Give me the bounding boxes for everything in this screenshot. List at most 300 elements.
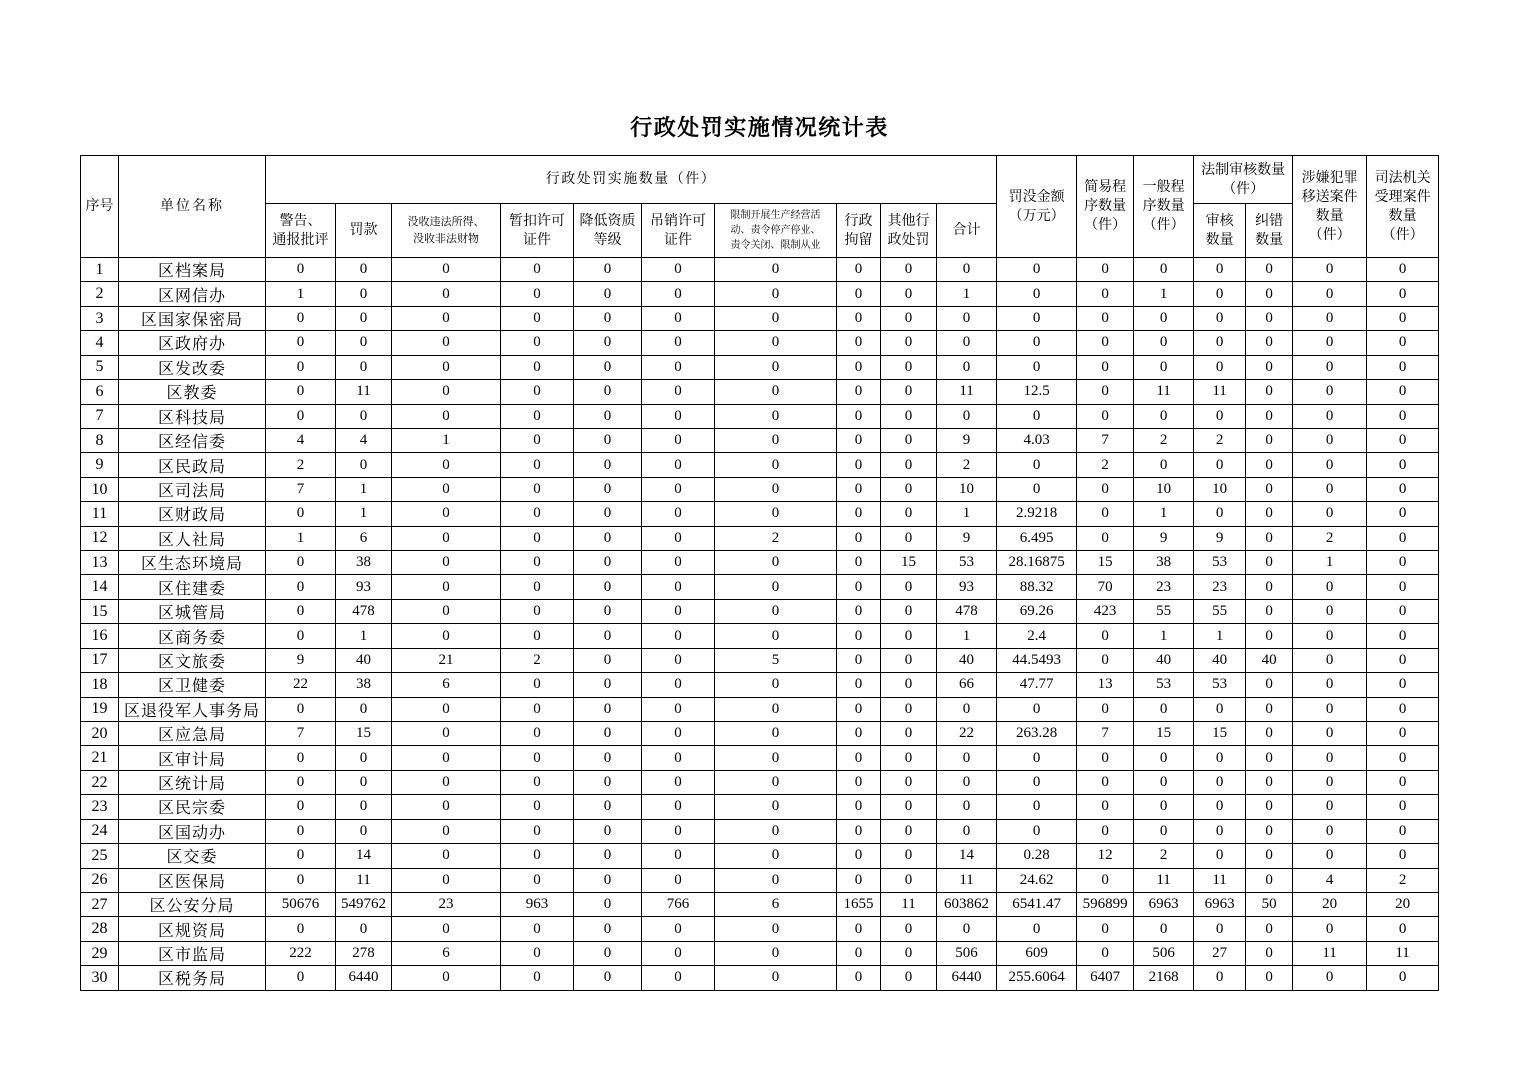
cell-fine-amount: 0 (997, 331, 1077, 355)
header-qualification-downgrade: 降低资质 等级 (574, 204, 642, 258)
cell-warning-criticism: 50676 (266, 892, 336, 916)
cell-seq: 18 (81, 673, 119, 697)
cell-permit-revocation: 0 (642, 282, 715, 306)
cell-qualification-downgrade: 0 (574, 697, 642, 721)
cell-fine: 15 (336, 722, 392, 746)
cell-confiscation: 6 (392, 673, 501, 697)
cell-seq: 28 (81, 917, 119, 941)
cell-qualification-downgrade: 0 (574, 673, 642, 697)
cell-qualification-downgrade: 0 (574, 941, 642, 965)
cell-warning-criticism: 7 (266, 722, 336, 746)
cell-general-procedure: 0 (1134, 258, 1194, 282)
cell-unit-name: 区司法局 (119, 477, 266, 501)
cell-total: 0 (937, 331, 997, 355)
cell-permit-revocation: 0 (642, 770, 715, 794)
cell-seq: 20 (81, 722, 119, 746)
cell-seq: 30 (81, 966, 119, 990)
cell-warning-criticism: 22 (266, 673, 336, 697)
table-row (81, 648, 1439, 672)
cell-fine-amount: 0 (997, 819, 1077, 843)
cell-fine-amount: 0 (997, 795, 1077, 819)
cell-fine-amount: 609 (997, 941, 1077, 965)
cell-business-restriction: 0 (715, 551, 837, 575)
cell-correction-count: 0 (1246, 746, 1293, 770)
cell-confiscation: 0 (392, 258, 501, 282)
cell-warning-criticism: 0 (266, 819, 336, 843)
cell-general-procedure: 11 (1134, 380, 1194, 404)
cell-criminal-transfer: 0 (1293, 673, 1367, 697)
cell-other-penalty: 0 (881, 770, 937, 794)
cell-seq: 26 (81, 868, 119, 892)
cell-seq: 21 (81, 746, 119, 770)
cell-fine: 1 (336, 502, 392, 526)
cell-qualification-downgrade: 0 (574, 746, 642, 770)
cell-criminal-transfer: 0 (1293, 917, 1367, 941)
header-simple-procedure: 简易程 序数量 （件） (1077, 156, 1134, 258)
table-row (81, 428, 1439, 452)
cell-total: 10 (937, 477, 997, 501)
table-row (81, 892, 1439, 916)
cell-other-penalty: 0 (881, 575, 937, 599)
cell-unit-name: 区生态环境局 (119, 551, 266, 575)
cell-fine: 0 (336, 306, 392, 330)
cell-permit-revocation: 0 (642, 746, 715, 770)
cell-correction-count: 0 (1246, 599, 1293, 623)
cell-review-count: 0 (1194, 795, 1246, 819)
cell-judicial-acceptance: 0 (1367, 844, 1439, 868)
table-row (81, 404, 1439, 428)
cell-business-restriction: 0 (715, 917, 837, 941)
cell-unit-name: 区城管局 (119, 599, 266, 623)
cell-permit-suspension: 0 (501, 844, 574, 868)
cell-qualification-downgrade: 0 (574, 624, 642, 648)
cell-fine-amount: 255.6064 (997, 966, 1077, 990)
header-warning-criticism: 警告、 通报批评 (266, 204, 336, 258)
cell-business-restriction: 0 (715, 404, 837, 428)
cell-permit-suspension: 2 (501, 648, 574, 672)
header-business-restriction: 限制开展生产经营活 动、责令停产停业、 责令关闭、限制从业 (715, 204, 837, 258)
cell-warning-criticism: 222 (266, 941, 336, 965)
cell-total: 0 (937, 795, 997, 819)
cell-detention: 0 (837, 746, 881, 770)
cell-other-penalty: 15 (881, 551, 937, 575)
cell-permit-revocation: 0 (642, 697, 715, 721)
cell-simple-procedure: 0 (1077, 917, 1134, 941)
cell-business-restriction: 0 (715, 331, 837, 355)
cell-permit-revocation: 0 (642, 306, 715, 330)
cell-warning-criticism: 0 (266, 355, 336, 379)
table-row (81, 282, 1439, 306)
cell-permit-suspension: 0 (501, 502, 574, 526)
cell-unit-name: 区应急局 (119, 722, 266, 746)
cell-permit-revocation: 0 (642, 819, 715, 843)
cell-unit-name: 区财政局 (119, 502, 266, 526)
cell-detention: 0 (837, 673, 881, 697)
cell-seq: 6 (81, 380, 119, 404)
cell-business-restriction: 0 (715, 844, 837, 868)
cell-simple-procedure: 7 (1077, 428, 1134, 452)
cell-general-procedure: 6963 (1134, 892, 1194, 916)
cell-review-count: 9 (1194, 526, 1246, 550)
cell-confiscation: 0 (392, 966, 501, 990)
cell-total: 1 (937, 502, 997, 526)
table-row (81, 599, 1439, 623)
cell-total: 22 (937, 722, 997, 746)
cell-confiscation: 0 (392, 917, 501, 941)
cell-criminal-transfer: 11 (1293, 941, 1367, 965)
cell-other-penalty: 11 (881, 892, 937, 916)
cell-other-penalty: 0 (881, 258, 937, 282)
cell-business-restriction: 2 (715, 526, 837, 550)
cell-permit-suspension: 0 (501, 404, 574, 428)
cell-general-procedure: 1 (1134, 282, 1194, 306)
cell-fine-amount: 69.26 (997, 599, 1077, 623)
cell-unit-name: 区档案局 (119, 258, 266, 282)
cell-total: 11 (937, 868, 997, 892)
cell-other-penalty: 0 (881, 526, 937, 550)
cell-qualification-downgrade: 0 (574, 770, 642, 794)
cell-simple-procedure: 0 (1077, 282, 1134, 306)
cell-judicial-acceptance: 11 (1367, 941, 1439, 965)
table-row (81, 551, 1439, 575)
cell-qualification-downgrade: 0 (574, 306, 642, 330)
cell-qualification-downgrade: 0 (574, 404, 642, 428)
cell-total: 0 (937, 819, 997, 843)
cell-simple-procedure: 0 (1077, 404, 1134, 428)
cell-unit-name: 区经信委 (119, 428, 266, 452)
cell-other-penalty: 0 (881, 795, 937, 819)
cell-unit-name: 区国动办 (119, 819, 266, 843)
cell-confiscation: 0 (392, 624, 501, 648)
cell-other-penalty: 0 (881, 502, 937, 526)
cell-review-count: 0 (1194, 453, 1246, 477)
cell-fine: 14 (336, 844, 392, 868)
cell-unit-name: 区统计局 (119, 770, 266, 794)
cell-qualification-downgrade: 0 (574, 477, 642, 501)
cell-total: 0 (937, 917, 997, 941)
cell-seq: 11 (81, 502, 119, 526)
cell-confiscation: 0 (392, 770, 501, 794)
cell-other-penalty: 0 (881, 673, 937, 697)
cell-review-count: 0 (1194, 770, 1246, 794)
cell-judicial-acceptance: 0 (1367, 575, 1439, 599)
cell-correction-count: 0 (1246, 306, 1293, 330)
header-row-2 (81, 204, 1439, 258)
cell-general-procedure: 506 (1134, 941, 1194, 965)
cell-unit-name: 区卫健委 (119, 673, 266, 697)
cell-detention: 0 (837, 355, 881, 379)
cell-simple-procedure: 0 (1077, 746, 1134, 770)
header-total: 合计 (937, 204, 997, 258)
cell-qualification-downgrade: 0 (574, 868, 642, 892)
cell-detention: 0 (837, 917, 881, 941)
cell-fine-amount: 2.9218 (997, 502, 1077, 526)
cell-permit-suspension: 0 (501, 941, 574, 965)
cell-criminal-transfer: 0 (1293, 306, 1367, 330)
header-fine: 罚款 (336, 204, 392, 258)
cell-qualification-downgrade: 0 (574, 380, 642, 404)
cell-detention: 0 (837, 624, 881, 648)
cell-other-penalty: 0 (881, 453, 937, 477)
cell-criminal-transfer: 20 (1293, 892, 1367, 916)
cell-criminal-transfer: 0 (1293, 331, 1367, 355)
cell-judicial-acceptance: 0 (1367, 306, 1439, 330)
cell-criminal-transfer: 0 (1293, 599, 1367, 623)
table-row (81, 355, 1439, 379)
cell-seq: 16 (81, 624, 119, 648)
cell-permit-suspension: 0 (501, 868, 574, 892)
cell-judicial-acceptance: 0 (1367, 697, 1439, 721)
cell-detention: 0 (837, 941, 881, 965)
cell-permit-suspension: 0 (501, 673, 574, 697)
cell-fine-amount: 0 (997, 355, 1077, 379)
cell-warning-criticism: 1 (266, 282, 336, 306)
header-seq: 序号 (81, 156, 119, 258)
cell-warning-criticism: 0 (266, 258, 336, 282)
cell-judicial-acceptance: 0 (1367, 966, 1439, 990)
cell-review-count: 0 (1194, 502, 1246, 526)
cell-general-procedure: 55 (1134, 599, 1194, 623)
cell-seq: 25 (81, 844, 119, 868)
cell-judicial-acceptance: 0 (1367, 282, 1439, 306)
cell-total: 66 (937, 673, 997, 697)
cell-qualification-downgrade: 0 (574, 551, 642, 575)
cell-permit-suspension: 0 (501, 551, 574, 575)
cell-general-procedure: 53 (1134, 673, 1194, 697)
cell-permit-revocation: 0 (642, 453, 715, 477)
cell-other-penalty: 0 (881, 355, 937, 379)
cell-qualification-downgrade: 0 (574, 428, 642, 452)
cell-detention: 0 (837, 868, 881, 892)
cell-judicial-acceptance: 2 (1367, 868, 1439, 892)
cell-simple-procedure: 0 (1077, 502, 1134, 526)
header-detention: 行政 拘留 (837, 204, 881, 258)
cell-unit-name: 区国家保密局 (119, 306, 266, 330)
cell-warning-criticism: 0 (266, 502, 336, 526)
cell-criminal-transfer: 0 (1293, 282, 1367, 306)
cell-warning-criticism: 0 (266, 599, 336, 623)
cell-criminal-transfer: 0 (1293, 453, 1367, 477)
cell-qualification-downgrade: 0 (574, 917, 642, 941)
cell-warning-criticism: 2 (266, 453, 336, 477)
cell-unit-name: 区市监局 (119, 941, 266, 965)
table-row (81, 722, 1439, 746)
cell-seq: 22 (81, 770, 119, 794)
table-row (81, 258, 1439, 282)
cell-judicial-acceptance: 20 (1367, 892, 1439, 916)
cell-correction-count: 0 (1246, 575, 1293, 599)
cell-permit-revocation: 0 (642, 868, 715, 892)
cell-warning-criticism: 0 (266, 404, 336, 428)
cell-correction-count: 0 (1246, 844, 1293, 868)
cell-seq: 27 (81, 892, 119, 916)
cell-fine: 0 (336, 282, 392, 306)
cell-general-procedure: 0 (1134, 306, 1194, 330)
cell-other-penalty: 0 (881, 697, 937, 721)
cell-unit-name: 区政府办 (119, 331, 266, 355)
cell-fine: 0 (336, 331, 392, 355)
cell-seq: 10 (81, 477, 119, 501)
cell-confiscation: 0 (392, 722, 501, 746)
cell-other-penalty: 0 (881, 282, 937, 306)
cell-review-count: 0 (1194, 819, 1246, 843)
cell-detention: 0 (837, 551, 881, 575)
cell-business-restriction: 0 (715, 770, 837, 794)
cell-unit-name: 区公安分局 (119, 892, 266, 916)
cell-unit-name: 区规资局 (119, 917, 266, 941)
cell-confiscation: 0 (392, 819, 501, 843)
cell-fine: 4 (336, 428, 392, 452)
cell-qualification-downgrade: 0 (574, 502, 642, 526)
cell-review-count: 0 (1194, 258, 1246, 282)
cell-qualification-downgrade: 0 (574, 599, 642, 623)
cell-detention: 0 (837, 722, 881, 746)
header-permit-suspension: 暂扣许可 证件 (501, 204, 574, 258)
cell-fine: 478 (336, 599, 392, 623)
cell-fine-amount: 0 (997, 258, 1077, 282)
cell-correction-count: 0 (1246, 355, 1293, 379)
cell-other-penalty: 0 (881, 819, 937, 843)
cell-permit-suspension: 0 (501, 380, 574, 404)
cell-simple-procedure: 70 (1077, 575, 1134, 599)
cell-other-penalty: 0 (881, 331, 937, 355)
cell-total: 2 (937, 453, 997, 477)
cell-seq: 5 (81, 355, 119, 379)
cell-unit-name: 区教委 (119, 380, 266, 404)
cell-fine-amount: 0.28 (997, 844, 1077, 868)
cell-warning-criticism: 7 (266, 477, 336, 501)
cell-business-restriction: 5 (715, 648, 837, 672)
header-correction-count: 纠错 数量 (1246, 204, 1293, 258)
cell-correction-count: 0 (1246, 917, 1293, 941)
cell-detention: 0 (837, 966, 881, 990)
cell-general-procedure: 10 (1134, 477, 1194, 501)
cell-judicial-acceptance: 0 (1367, 624, 1439, 648)
cell-criminal-transfer: 0 (1293, 404, 1367, 428)
cell-business-restriction: 0 (715, 795, 837, 819)
cell-fine-amount: 0 (997, 770, 1077, 794)
cell-warning-criticism: 0 (266, 966, 336, 990)
cell-criminal-transfer: 0 (1293, 355, 1367, 379)
cell-other-penalty: 0 (881, 746, 937, 770)
cell-simple-procedure: 0 (1077, 819, 1134, 843)
cell-simple-procedure: 0 (1077, 868, 1134, 892)
cell-total: 93 (937, 575, 997, 599)
cell-business-restriction: 0 (715, 477, 837, 501)
cell-detention: 0 (837, 502, 881, 526)
cell-general-procedure: 1 (1134, 624, 1194, 648)
cell-business-restriction: 0 (715, 697, 837, 721)
cell-total: 478 (937, 599, 997, 623)
cell-correction-count: 0 (1246, 331, 1293, 355)
cell-fine: 11 (336, 868, 392, 892)
table-row (81, 575, 1439, 599)
cell-business-restriction: 0 (715, 306, 837, 330)
cell-simple-procedure: 423 (1077, 599, 1134, 623)
cell-fine: 278 (336, 941, 392, 965)
cell-permit-revocation: 0 (642, 428, 715, 452)
cell-fine-amount: 6.495 (997, 526, 1077, 550)
cell-judicial-acceptance: 0 (1367, 355, 1439, 379)
table-row (81, 697, 1439, 721)
cell-fine: 0 (336, 404, 392, 428)
cell-permit-revocation: 0 (642, 599, 715, 623)
cell-warning-criticism: 0 (266, 380, 336, 404)
cell-warning-criticism: 0 (266, 746, 336, 770)
cell-permit-suspension: 0 (501, 477, 574, 501)
cell-fine: 1 (336, 477, 392, 501)
cell-simple-procedure: 0 (1077, 306, 1134, 330)
cell-business-restriction: 0 (715, 819, 837, 843)
cell-correction-count: 0 (1246, 551, 1293, 575)
cell-detention: 0 (837, 380, 881, 404)
header-penalty-count-group: 行政处罚实施数量（件） (266, 156, 997, 204)
cell-total: 53 (937, 551, 997, 575)
cell-correction-count: 0 (1246, 404, 1293, 428)
cell-fine: 11 (336, 380, 392, 404)
cell-review-count: 40 (1194, 648, 1246, 672)
cell-confiscation: 0 (392, 575, 501, 599)
cell-permit-suspension: 0 (501, 697, 574, 721)
cell-unit-name: 区住建委 (119, 575, 266, 599)
cell-fine-amount: 0 (997, 917, 1077, 941)
cell-confiscation: 0 (392, 380, 501, 404)
table-body (81, 258, 1439, 991)
cell-fine-amount: 4.03 (997, 428, 1077, 452)
cell-permit-suspension: 0 (501, 722, 574, 746)
cell-general-procedure: 2168 (1134, 966, 1194, 990)
cell-fine: 6440 (336, 966, 392, 990)
cell-other-penalty: 0 (881, 966, 937, 990)
cell-fine: 0 (336, 819, 392, 843)
cell-seq: 15 (81, 599, 119, 623)
cell-warning-criticism: 0 (266, 697, 336, 721)
cell-review-count: 2 (1194, 428, 1246, 452)
cell-total: 11 (937, 380, 997, 404)
cell-judicial-acceptance: 0 (1367, 917, 1439, 941)
cell-warning-criticism: 0 (266, 551, 336, 575)
cell-permit-suspension: 0 (501, 258, 574, 282)
cell-correction-count: 0 (1246, 819, 1293, 843)
cell-simple-procedure: 0 (1077, 795, 1134, 819)
header-permit-revocation: 吊销许可 证件 (642, 204, 715, 258)
page-title: 行政处罚实施情况统计表 (630, 115, 889, 140)
cell-seq: 4 (81, 331, 119, 355)
cell-confiscation: 0 (392, 306, 501, 330)
cell-review-count: 0 (1194, 697, 1246, 721)
cell-permit-suspension: 0 (501, 428, 574, 452)
cell-confiscation: 0 (392, 355, 501, 379)
cell-detention: 0 (837, 331, 881, 355)
cell-detention: 0 (837, 648, 881, 672)
cell-warning-criticism: 4 (266, 428, 336, 452)
table-row (81, 770, 1439, 794)
cell-fine-amount: 47.77 (997, 673, 1077, 697)
cell-permit-revocation: 0 (642, 380, 715, 404)
cell-criminal-transfer: 0 (1293, 624, 1367, 648)
cell-review-count: 53 (1194, 551, 1246, 575)
cell-judicial-acceptance: 0 (1367, 526, 1439, 550)
cell-business-restriction: 0 (715, 966, 837, 990)
cell-warning-criticism: 0 (266, 917, 336, 941)
cell-correction-count: 0 (1246, 770, 1293, 794)
cell-detention: 0 (837, 575, 881, 599)
cell-fine-amount: 88.32 (997, 575, 1077, 599)
cell-judicial-acceptance: 0 (1367, 258, 1439, 282)
cell-detention: 0 (837, 477, 881, 501)
table-row (81, 477, 1439, 501)
table-row (81, 673, 1439, 697)
